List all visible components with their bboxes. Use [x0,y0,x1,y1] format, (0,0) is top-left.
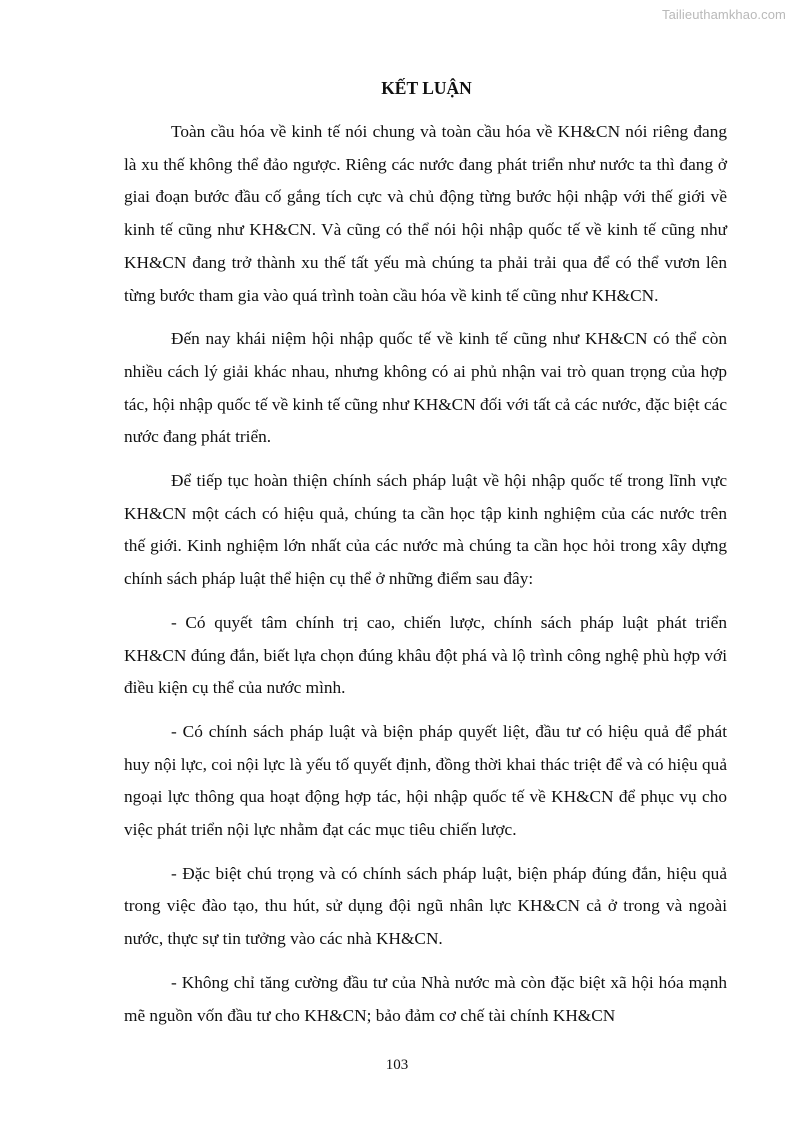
section-heading: KẾT LUẬN [381,78,472,98]
bullet-political-will: - Có quyết tâm chính trị cao, chiến lược, chính sách pháp luật phát triển KH&CN đúng đắn, biết lựa chọn đúng khâu đột phá và lộ trình công nghệ phù hợp với điều kiện cụ thể của nước mình. [124,612,727,698]
bullet-human-resources: - Đặc biệt chú trọng và có chính sách pháp luật, biện pháp đúng đắn, hiệu quả trong việc đào tạo, thu hút, sử dụng đội ngũ nhân lực KH&CN cả ở trong và ngoài nước, thực sự tin tưởng vào các nhà KH&CN. [124,863,727,949]
bullet-internal-resources: - Có chính sách pháp luật và biện pháp quyết liệt, đầu tư có hiệu quả để phát huy nội lực, coi nội lực là yếu tố quyết định, đồng thời khai thác triệt để và có hiệu quả ngoại lực thông qua hoạt động hợp tác, hội nhập quốc tế về KH&CN để phục vụ cho việc phát triển nội lực nhằm đạt các mục tiêu chiến lược. [124,721,727,840]
document-page [124,73,727,1043]
paragraph-experience: Để tiếp tục hoàn thiện chính sách pháp luật về hội nhập quốc tế trong lĩnh vực KH&CN một cách có hiệu quả, chúng ta cần học tập kinh nghiệm của các nước trên thế giới. Kinh nghiệm lớn nhất của các nước mà chúng ta cần học hỏi trong xây dựng chính sách pháp luật thể hiện cụ thể ở những điểm sau đây: [124,471,727,589]
bullet-investment: - Không chỉ tăng cường đầu tư của Nhà nước mà còn đặc biệt xã hội hóa mạnh mẽ nguồn vốn đầu tư cho KH&CN; bảo đảm cơ chế tài chính KH&CN [124,972,727,1025]
paragraph-intro: Toàn cầu hóa về kinh tế nói chung và toàn cầu hóa về KH&CN nói riêng đang là xu thế không thể đảo ngược. Riêng các nước đang phát triển như nước ta thì đang ở giai đoạn bước đầu cố gắng tích cực và chủ động từng bước hội nhập với thế giới về kinh tế cũng như KH&CN. Và cũng có thể nói hội nhập quốc tế về kinh tế cũng như KH&CN đang trở thành xu thế tất yếu mà chúng ta phải trải qua để có thể vươn lên từng bước tham gia vào quá trình toàn cầu hóa về kinh tế cũng như KH&CN. [124,122,727,305]
page-number: 103 [385,1057,409,1073]
paragraph-concept: Đến nay khái niệm hội nhập quốc tế về kinh tế cũng như KH&CN có thể còn nhiều cách lý giải khác nhau, nhưng không có ai phủ nhận vai trò quan trọng của hợp tác, hội nhập quốc tế về kinh tế cũng như KH&CN đối với tất cả các nước, đặc biệt các nước đang phát triển. [124,329,727,447]
watermark: Tailieuthamkhao.com [661,7,786,22]
